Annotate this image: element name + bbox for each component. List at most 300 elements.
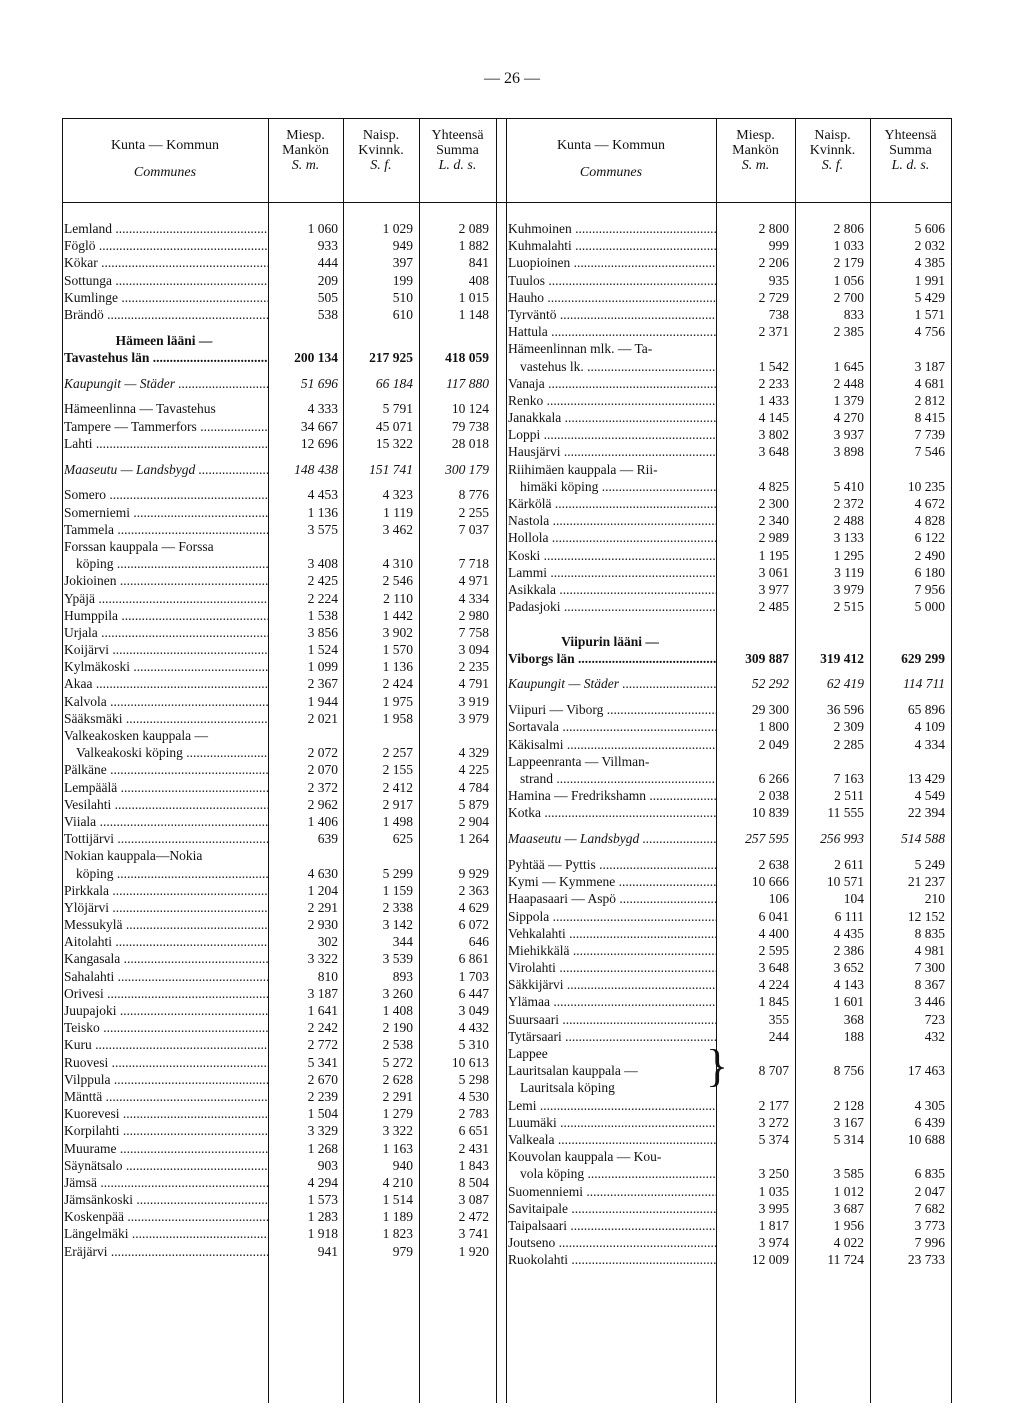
commune-name: Hauho .....	[508, 289, 716, 306]
table-row	[62, 435, 496, 452]
commune-name: Jokioinen .....	[64, 572, 268, 589]
table-row	[506, 1097, 951, 1114]
total-count: 5 429	[914, 289, 945, 305]
commune-name: Hämeenlinnan mlk. — Ta-	[508, 341, 653, 357]
commune-name: Kuhmalahti .....	[508, 237, 716, 254]
commune-name: Padasjoki .....	[508, 598, 716, 615]
total-count: 418 059	[445, 349, 489, 365]
commune-name: Viipuri — Viborg .....	[508, 701, 716, 718]
total-count: 65 896	[907, 702, 945, 718]
female-count: 3 652	[833, 960, 864, 976]
header-lds: L. d. s.	[438, 158, 477, 173]
commune-name: Humppila .....	[64, 607, 268, 624]
commune-name: Juupajoki .....	[64, 1002, 268, 1019]
header-female	[343, 128, 419, 173]
commune-name: vola köping .....	[520, 1165, 716, 1182]
header-commune	[62, 138, 268, 180]
female-count: 2 538	[382, 1037, 413, 1053]
commune-name: Lammi .....	[508, 564, 716, 581]
table-row	[62, 1191, 496, 1208]
commune-name: Kangasala .....	[64, 950, 268, 967]
total-count: 629 299	[901, 650, 945, 666]
male-count: 933	[317, 238, 338, 254]
table-row	[506, 753, 951, 770]
table-row	[62, 1140, 496, 1157]
header-kunta: Kunta — Kommun	[556, 138, 666, 153]
female-count: 397	[392, 255, 413, 271]
commune-name: köping .....	[76, 555, 268, 572]
table-row	[62, 289, 496, 306]
male-count: 2 367	[307, 676, 338, 692]
commune-name: Tyrväntö .....	[508, 306, 716, 323]
commune-name: Föglö .....	[64, 237, 268, 254]
table-row	[506, 323, 951, 340]
commune-name: Kouvolan kauppala — Kou-	[508, 1149, 662, 1165]
commune-name: Kumlinge .....	[64, 289, 268, 306]
table-row	[62, 916, 496, 933]
table-row	[62, 796, 496, 813]
table-row	[62, 220, 496, 237]
commune-name: Urjala .....	[64, 624, 268, 641]
grouping-brace: }	[706, 1040, 729, 1091]
female-count: 1 136	[382, 659, 413, 675]
female-count: 1 823	[382, 1226, 413, 1242]
commune-name: Jämsänkoski .....	[64, 1191, 268, 1208]
commune-name: Valkeala .....	[508, 1131, 716, 1148]
total-count: 4 334	[458, 590, 489, 606]
total-count: 21 237	[907, 874, 945, 890]
commune-name: Renko .....	[508, 392, 716, 409]
total-count: 7 718	[458, 556, 489, 572]
female-count: 893	[392, 968, 413, 984]
commune-name: Miehikkälä .....	[508, 942, 716, 959]
male-count: 200 134	[294, 349, 338, 365]
total-count: 6 180	[914, 564, 945, 580]
female-count: 2 257	[382, 745, 413, 761]
female-count: 151 741	[369, 461, 413, 477]
male-count: 1 538	[307, 607, 338, 623]
male-count: 3 322	[307, 951, 338, 967]
total-count: 432	[924, 1028, 945, 1044]
total-count: 5 310	[458, 1037, 489, 1053]
female-count: 3 260	[382, 985, 413, 1001]
table-row	[506, 1148, 951, 1165]
total-count: 4 791	[458, 676, 489, 692]
male-count: 209	[317, 272, 338, 288]
total-count: 4 329	[458, 745, 489, 761]
male-count: 12 696	[300, 435, 338, 451]
male-count: 6 266	[758, 771, 789, 786]
table-row	[62, 1036, 496, 1053]
table-row	[62, 504, 496, 521]
table-row	[506, 1251, 951, 1268]
commune-name: Hollola .....	[508, 529, 716, 546]
column-rule	[951, 118, 952, 1403]
female-count: 1 295	[833, 547, 864, 563]
total-count: 8 415	[914, 410, 945, 426]
female-count: 8 756	[833, 1063, 864, 1079]
total-count: 646	[468, 934, 489, 950]
male-count: 2 595	[758, 942, 789, 958]
table-row	[506, 1011, 951, 1028]
male-count: 3 856	[307, 624, 338, 640]
total-count: 2 980	[458, 607, 489, 623]
total-count: 1 015	[458, 289, 489, 305]
male-count: 3 187	[307, 985, 338, 1001]
male-count: 8 707	[758, 1063, 789, 1079]
total-count: 5 249	[914, 856, 945, 872]
female-count: 3 687	[833, 1200, 864, 1216]
table-row	[506, 529, 951, 546]
commune-name: Akaa .....	[64, 675, 268, 692]
commune-name: Vesilahti .....	[64, 796, 268, 813]
male-count: 1 035	[758, 1183, 789, 1199]
table-row	[506, 1079, 951, 1096]
total-count: 300 179	[445, 461, 489, 477]
female-count: 5 791	[382, 401, 413, 417]
female-count: 2 546	[382, 573, 413, 589]
header-male	[716, 128, 795, 173]
commune-name: Tampere — Tammerfors .....	[64, 418, 268, 435]
table-row	[62, 693, 496, 710]
total-count: 1 882	[458, 238, 489, 254]
table-row	[506, 478, 951, 495]
female-count: 4 310	[382, 556, 413, 572]
total-count: 3 446	[914, 994, 945, 1010]
female-count: 5 299	[382, 865, 413, 881]
row-spacer	[62, 478, 496, 487]
table-row	[506, 495, 951, 512]
table-row	[506, 340, 951, 357]
table-row	[62, 1088, 496, 1105]
male-count: 2 372	[307, 779, 338, 795]
male-count: 2 038	[758, 788, 789, 804]
total-count: 3 741	[458, 1226, 489, 1242]
male-count: 2 291	[307, 899, 338, 915]
total-count: 4 681	[914, 375, 945, 391]
commune-name: Kaupungit — Städer .....	[64, 375, 268, 392]
table-row	[506, 512, 951, 529]
male-count: 51 696	[300, 375, 338, 391]
male-count: 1 845	[758, 994, 789, 1010]
male-count: 4 294	[307, 1174, 338, 1190]
male-count: 999	[768, 238, 789, 254]
total-count: 7 300	[914, 960, 945, 976]
total-count: 2 032	[914, 238, 945, 254]
table-row	[62, 813, 496, 830]
table-row	[506, 1114, 951, 1131]
header-summa: Summa	[436, 143, 479, 158]
male-count: 2 962	[307, 796, 338, 812]
total-count: 2 363	[458, 882, 489, 898]
female-count: 15 322	[375, 435, 413, 451]
header-naisp: Naisp.	[362, 128, 400, 143]
header-sf: S. f.	[370, 158, 392, 173]
female-count: 2 110	[383, 590, 413, 606]
commune-name: Lemland .....	[64, 220, 268, 237]
total-count: 7 546	[914, 444, 945, 460]
male-count: 2 242	[307, 1020, 338, 1036]
commune-name: Lauritsala köping	[520, 1080, 615, 1096]
table-row	[62, 779, 496, 796]
table-row	[506, 547, 951, 564]
female-count: 3 937	[833, 427, 864, 443]
commune-name: Lappeenranta — Villman-	[508, 753, 650, 769]
right-table-body	[506, 220, 951, 1268]
table-row	[506, 633, 951, 650]
table-row	[506, 873, 951, 890]
commune-name: Joutseno .....	[508, 1234, 716, 1251]
total-count: 4 981	[914, 942, 945, 958]
commune-name: Pyhtää — Pyttis .....	[508, 856, 716, 873]
female-count: 66 184	[375, 375, 413, 391]
header-lds: L. d. s.	[891, 158, 930, 173]
female-count: 256 993	[820, 831, 864, 847]
female-count: 833	[843, 306, 864, 322]
row-spacer	[62, 366, 496, 375]
table-row	[62, 1019, 496, 1036]
table-row	[506, 908, 951, 925]
female-count: 319 412	[820, 650, 864, 666]
commune-name: Hämeen lääni —	[115, 332, 213, 348]
table-row	[62, 675, 496, 692]
male-count: 2 989	[758, 530, 789, 546]
commune-name: Längelmäki .....	[64, 1225, 268, 1242]
male-count: 3 061	[758, 564, 789, 580]
male-count: 538	[317, 306, 338, 322]
female-count: 2 155	[382, 762, 413, 778]
commune-name: strand .....	[520, 770, 716, 787]
commune-name: Lemi .....	[508, 1097, 716, 1114]
commune-name: Kuhmoinen .....	[508, 220, 716, 237]
table-row	[62, 710, 496, 727]
male-count: 4 825	[758, 478, 789, 494]
female-count: 217 925	[369, 349, 413, 365]
commune-name: Somerniemi .....	[64, 504, 268, 521]
commune-name: Kalvola .....	[64, 693, 268, 710]
total-count: 7 956	[914, 581, 945, 597]
female-count: 2 179	[833, 255, 864, 271]
commune-name: Ruovesi .....	[64, 1054, 268, 1071]
commune-name: köping .....	[76, 865, 268, 882]
commune-name: Somero .....	[64, 486, 268, 503]
total-count: 2 089	[458, 221, 489, 236]
total-count: 7 037	[458, 521, 489, 537]
total-count: 7 739	[914, 427, 945, 443]
female-count: 3 979	[833, 581, 864, 597]
male-count: 2 729	[758, 289, 789, 305]
table-row	[62, 985, 496, 1002]
table-row	[62, 744, 496, 761]
female-count: 1 159	[382, 882, 413, 898]
female-count: 10 571	[826, 874, 864, 890]
table-row	[62, 332, 496, 349]
total-count: 2 235	[458, 659, 489, 675]
commune-name: Jämsä .....	[64, 1174, 268, 1191]
female-count: 2 285	[833, 736, 864, 752]
table-row	[506, 701, 951, 718]
commune-name: Sippola .....	[508, 908, 716, 925]
male-count: 1 268	[307, 1140, 338, 1156]
commune-name: Maaseutu — Landsbygd .....	[64, 461, 268, 478]
row-spacer	[62, 452, 496, 461]
total-count: 1 920	[458, 1243, 489, 1259]
table-row	[62, 1174, 496, 1191]
total-count: 4 225	[458, 762, 489, 778]
total-count: 2 490	[914, 547, 945, 563]
commune-name: Sääksmäki .....	[64, 710, 268, 727]
total-count: 9 929	[458, 865, 489, 881]
total-count: 8 776	[458, 487, 489, 503]
female-count: 1 189	[382, 1209, 413, 1225]
commune-name: Lahti .....	[64, 435, 268, 452]
commune-name: Kökar .....	[64, 254, 268, 271]
row-spacer	[506, 847, 951, 856]
female-count: 1 408	[382, 1003, 413, 1019]
total-count: 2 783	[458, 1106, 489, 1122]
header-mankon: Mankön	[732, 143, 779, 158]
male-count: 738	[768, 306, 789, 322]
total-count: 7 682	[914, 1200, 945, 1216]
header-sm: S. m.	[741, 158, 770, 173]
female-count: 3 119	[834, 564, 864, 580]
table-row	[506, 890, 951, 907]
header-total	[870, 128, 951, 173]
header-communes: Communes	[579, 165, 643, 180]
commune-name: Orivesi .....	[64, 985, 268, 1002]
male-count: 355	[768, 1011, 789, 1027]
male-count: 3 648	[758, 444, 789, 460]
male-count: 106	[768, 891, 789, 907]
commune-name: vastehus lk. .....	[520, 358, 716, 375]
female-count: 1 119	[383, 504, 413, 520]
total-count: 17 463	[907, 1063, 945, 1079]
commune-name: Lempäälä .....	[64, 779, 268, 796]
male-count: 3 802	[758, 427, 789, 443]
commune-name: Aitolahti .....	[64, 933, 268, 950]
commune-name: Lauritsalan kauppala —	[508, 1063, 638, 1079]
total-count: 2 812	[914, 392, 945, 408]
commune-name: Kaupungit — Städer .....	[508, 675, 716, 692]
header-yhteensa: Yhteensä	[884, 128, 937, 143]
commune-name: Luumäki .....	[508, 1114, 716, 1131]
table-row	[62, 865, 496, 882]
male-count: 1 406	[307, 813, 338, 829]
male-count: 1 944	[307, 693, 338, 709]
table-row	[506, 830, 951, 847]
male-count: 4 145	[758, 410, 789, 426]
commune-name: Sottunga .....	[64, 272, 268, 289]
female-count: 3 133	[833, 530, 864, 546]
female-count: 4 210	[382, 1174, 413, 1190]
female-count: 7 163	[833, 771, 864, 786]
male-count: 3 329	[307, 1123, 338, 1139]
commune-name: Vanaja .....	[508, 375, 716, 392]
female-count: 4 435	[833, 925, 864, 941]
table-row	[506, 1131, 951, 1148]
table-row	[62, 1071, 496, 1088]
male-count: 3 250	[758, 1166, 789, 1182]
male-count: 2 233	[758, 375, 789, 391]
commune-name: Nastola .....	[508, 512, 716, 529]
male-count: 2 930	[307, 917, 338, 933]
commune-name: Sahalahti .....	[64, 968, 268, 985]
table-row	[62, 538, 496, 555]
total-count: 4 385	[914, 255, 945, 271]
commune-name: Haapasaari — Aspö .....	[508, 890, 716, 907]
total-count: 4 432	[458, 1020, 489, 1036]
male-count: 4 224	[758, 977, 789, 993]
commune-name: Muurame .....	[64, 1140, 268, 1157]
commune-name: Suursaari .....	[508, 1011, 716, 1028]
table-row	[62, 727, 496, 744]
commune-name: Valkeakoski köping .....	[76, 744, 268, 761]
commune-name: Kotka .....	[508, 804, 716, 821]
male-count: 1 433	[758, 392, 789, 408]
female-count: 3 322	[382, 1123, 413, 1139]
female-count: 11 724	[827, 1252, 864, 1268]
female-count: 3 539	[382, 951, 413, 967]
total-count: 1 843	[458, 1157, 489, 1173]
total-count: 4 756	[914, 324, 945, 340]
header-mankon: Mankön	[282, 143, 329, 158]
table-row	[62, 461, 496, 478]
table-row	[506, 426, 951, 443]
total-count: 7 758	[458, 624, 489, 640]
female-count: 4 022	[833, 1235, 864, 1251]
total-count: 10 124	[451, 401, 489, 417]
total-count: 117 880	[446, 375, 489, 391]
female-count: 2 917	[382, 796, 413, 812]
table-row	[506, 220, 951, 237]
male-count: 2 224	[307, 590, 338, 606]
header-commune	[506, 138, 716, 180]
table-row	[506, 1234, 951, 1251]
header-yhteensa: Yhteensä	[431, 128, 484, 143]
header-kvinnk: Kvinnk.	[358, 143, 404, 158]
commune-name: Ylöjärvi .....	[64, 899, 268, 916]
total-count: 4 971	[458, 573, 489, 589]
total-count: 5 298	[458, 1071, 489, 1087]
female-count: 1 958	[382, 710, 413, 726]
commune-name: Kuru .....	[64, 1036, 268, 1053]
table-row	[506, 856, 951, 873]
male-count: 3 272	[758, 1114, 789, 1130]
female-count: 2 412	[382, 779, 413, 795]
total-count: 3 087	[458, 1192, 489, 1208]
total-count: 8 367	[914, 977, 945, 993]
male-count: 903	[317, 1157, 338, 1173]
commune-name: Ylämaa .....	[508, 993, 716, 1010]
total-count: 1 991	[914, 272, 945, 288]
commune-name: Eräjärvi .....	[64, 1243, 268, 1260]
table-row	[62, 1105, 496, 1122]
female-count: 2 372	[833, 496, 864, 511]
table-row	[62, 761, 496, 778]
total-count: 210	[924, 891, 945, 907]
male-count: 1 195	[758, 547, 789, 563]
female-count: 368	[843, 1011, 864, 1027]
male-count: 1 542	[758, 358, 789, 374]
male-count: 309 887	[745, 650, 789, 666]
commune-name: Teisko .....	[64, 1019, 268, 1036]
female-count: 4 143	[833, 977, 864, 993]
total-count: 22 394	[907, 805, 945, 821]
left-table-body	[62, 220, 496, 1260]
commune-name: Tytärsaari .....	[508, 1028, 716, 1045]
female-count: 2 338	[382, 899, 413, 915]
male-count: 2 772	[307, 1037, 338, 1053]
